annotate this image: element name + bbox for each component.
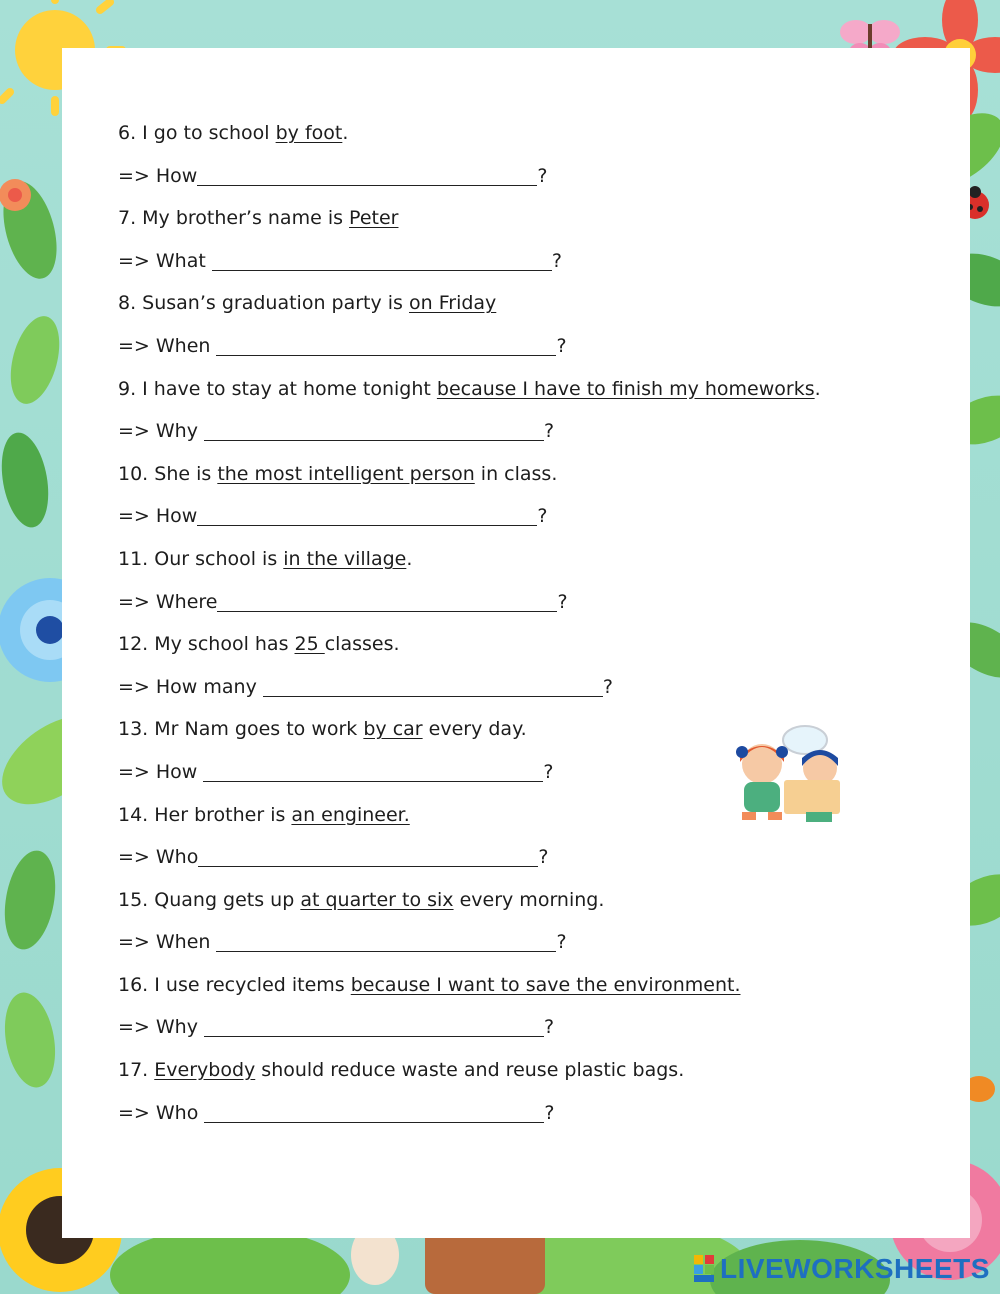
question-mark: ? — [544, 1016, 555, 1039]
question-mark: ? — [544, 420, 555, 443]
underlined-answer-part: by foot — [275, 122, 343, 144]
prompt-text: 6. I go to school — [118, 122, 276, 144]
question-mark: ? — [556, 931, 567, 954]
answer-line — [118, 1009, 838, 1052]
question-mark: ? — [538, 846, 549, 869]
question-mark: ? — [556, 334, 567, 357]
underlined-answer-part: Everybody — [154, 1059, 256, 1082]
underlined-answer-part: in the village — [283, 547, 407, 570]
question-word: => What — [118, 249, 212, 272]
question-word: => How many — [118, 675, 263, 698]
question-prompt — [118, 200, 838, 243]
underlined-answer-part: by car — [363, 718, 423, 741]
question-prompt — [118, 797, 838, 840]
question-prompt — [118, 115, 838, 158]
prompt-text: 15. Quang gets up — [118, 888, 301, 911]
prompt-text-end: in class. — [474, 462, 558, 485]
question-prompt — [118, 285, 838, 328]
question-mark: ? — [557, 590, 568, 613]
question-word: => Who — [118, 1101, 205, 1124]
answer-line — [118, 754, 838, 797]
watermark-text: LIVEWORKSHEETS — [720, 1253, 990, 1284]
answer-line — [118, 498, 838, 541]
question-mark: ? — [537, 164, 548, 187]
question-word: => How — [118, 760, 204, 783]
answer-line — [118, 1095, 838, 1138]
answer-line — [118, 839, 838, 882]
underlined-answer-part: the most intelligent person — [217, 462, 475, 485]
answer-blank[interactable] — [217, 589, 557, 612]
underlined-answer-part: Peter — [349, 207, 399, 230]
answer-blank[interactable] — [216, 929, 556, 952]
underlined-answer-part: because I want to save the environment. — [350, 973, 741, 996]
prompt-text: 17. — [118, 1059, 155, 1082]
question-mark: ? — [602, 675, 613, 698]
prompt-text: 13. Mr Nam goes to work — [118, 718, 364, 741]
prompt-text: 7. My brother’s name is — [118, 207, 350, 230]
liveworksheets-watermark — [694, 1252, 990, 1286]
answer-blank[interactable] — [204, 418, 544, 441]
answer-line — [118, 413, 838, 456]
answer-line — [118, 669, 838, 712]
prompt-text-end: . — [406, 547, 413, 570]
prompt-text: 8. Susan’s graduation party is — [118, 292, 409, 315]
prompt-text: 9. I have to stay at home tonight — [118, 377, 437, 400]
answer-blank[interactable] — [203, 759, 543, 782]
answer-line — [118, 924, 838, 967]
prompt-text: 12. My school has — [118, 633, 295, 656]
prompt-text: 14. Her brother is — [118, 803, 292, 826]
prompt-text: 11. Our school is — [118, 547, 284, 570]
question-word: => How — [118, 164, 198, 187]
answer-line — [118, 328, 838, 371]
question-prompt — [118, 1052, 838, 1095]
answer-blank[interactable] — [204, 1100, 544, 1123]
answer-line — [118, 584, 838, 627]
question-mark: ? — [551, 249, 562, 272]
question-prompt — [118, 967, 838, 1010]
question-mark: ? — [544, 1101, 555, 1124]
liveworksheets-logo-icon — [694, 1255, 716, 1283]
underlined-answer-part: on Friday — [409, 292, 497, 315]
answer-blank[interactable] — [197, 163, 537, 186]
prompt-text-end: . — [814, 377, 821, 400]
answer-blank[interactable] — [197, 503, 537, 526]
answer-line — [118, 243, 838, 286]
prompt-text-end: classes. — [324, 633, 400, 656]
question-word: => Why — [118, 1016, 204, 1039]
prompt-text-end: every day. — [422, 718, 527, 741]
question-mark: ? — [543, 760, 554, 783]
question-prompt — [118, 882, 838, 925]
orange-flower-icon — [0, 179, 31, 211]
underlined-answer-part: an engineer. — [291, 803, 410, 826]
answer-blank[interactable] — [212, 248, 552, 271]
underlined-answer-part: because I have to finish my homeworks — [436, 377, 815, 400]
question-word: => When — [118, 931, 217, 954]
answer-blank[interactable] — [263, 674, 603, 697]
prompt-text: 10. She is — [118, 462, 218, 485]
question-word: => Where — [118, 590, 218, 613]
question-prompt — [118, 711, 838, 754]
prompt-text: 16. I use recycled items — [118, 973, 351, 996]
question-word: => Who — [118, 846, 199, 869]
question-word: => How — [118, 505, 198, 528]
question-word: => When — [118, 334, 217, 357]
question-prompt — [118, 626, 838, 669]
prompt-text-end: every morning. — [453, 888, 605, 911]
answer-blank[interactable] — [216, 333, 556, 356]
question-word: => Why — [118, 420, 204, 443]
prompt-text-end: should reduce waste and reuse plastic bags. — [255, 1059, 685, 1082]
question-list — [118, 115, 838, 1137]
underlined-answer-part: at quarter to six — [300, 888, 454, 911]
answer-blank[interactable] — [198, 844, 538, 867]
question-prompt — [118, 456, 838, 499]
answer-line — [118, 158, 838, 201]
underlined-answer-part: 25 — [294, 633, 325, 656]
prompt-text-end: . — [342, 122, 349, 144]
question-mark: ? — [537, 505, 548, 528]
question-prompt — [118, 541, 838, 584]
question-prompt — [118, 371, 838, 414]
answer-blank[interactable] — [204, 1014, 544, 1037]
